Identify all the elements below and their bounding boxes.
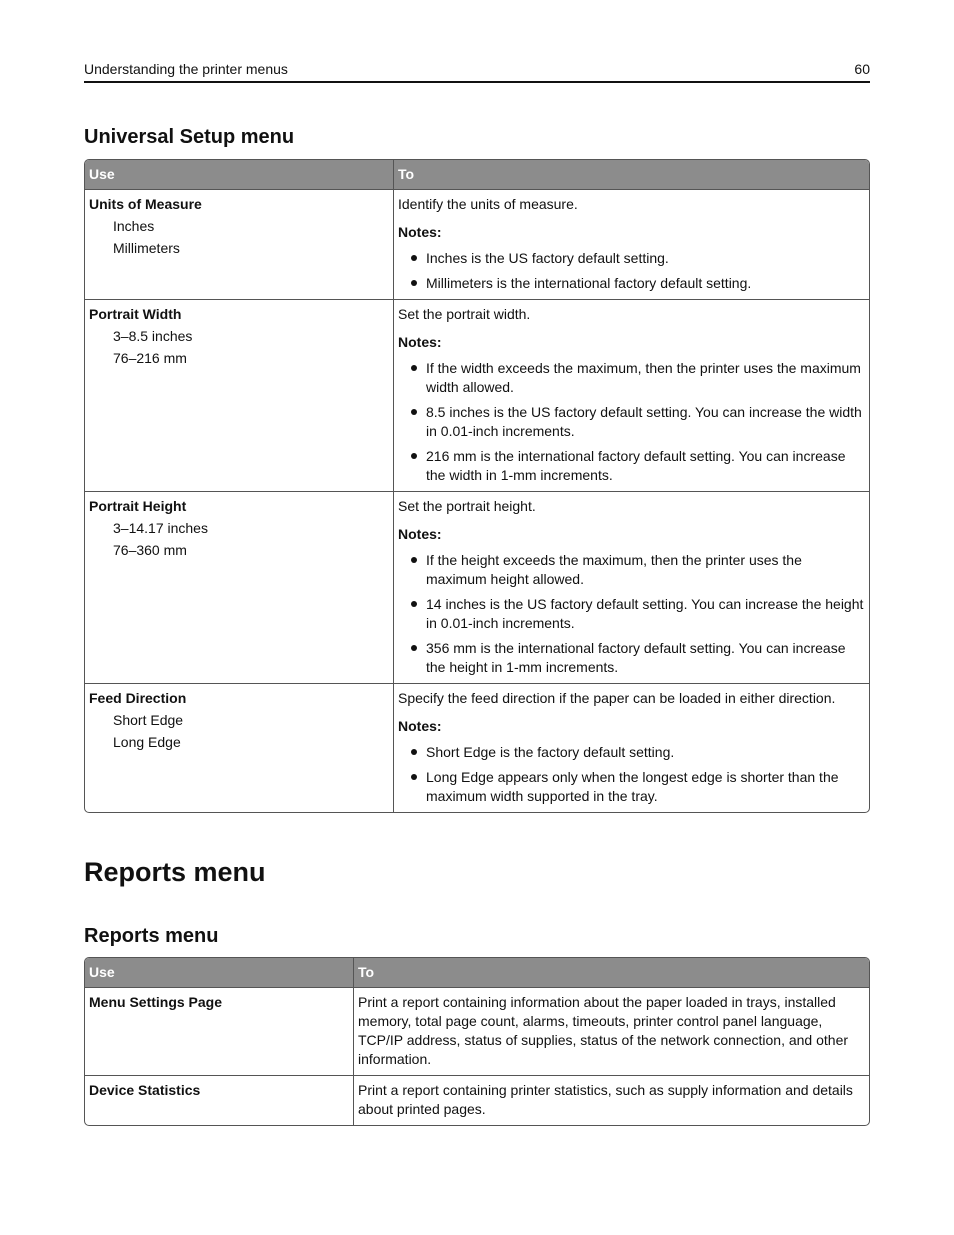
menu-option: 3–14.17 inches	[113, 520, 208, 536]
menu-option: Millimeters	[113, 240, 180, 256]
reports-section-title: Reports menu	[84, 857, 266, 887]
notes-list	[398, 551, 865, 677]
use-cell	[85, 1075, 353, 1125]
menu-item-title: Feed Direction	[89, 690, 187, 706]
column-header-use: Use	[85, 160, 393, 190]
use-cell	[85, 491, 393, 683]
table-row	[85, 1075, 869, 1125]
note-item: Millimeters is the international factory default setting.	[398, 274, 865, 293]
table-row	[85, 491, 869, 683]
menu-option: 76–216 mm	[113, 350, 187, 366]
menu-item-title: Portrait Width	[89, 306, 182, 322]
use-cell	[85, 190, 393, 299]
note-item: 356 mm is the international factory default setting. You can increase the height in 1-mm increments.	[398, 639, 865, 677]
notes-label: Notes:	[398, 224, 442, 240]
table-row	[85, 683, 869, 812]
table-row	[85, 988, 869, 1075]
note-item: Inches is the US factory default setting.	[398, 249, 865, 268]
menu-item-title: Units of Measure	[89, 196, 202, 212]
notes-list	[398, 249, 865, 293]
notes-label: Notes:	[398, 526, 442, 542]
menu-item-description: Set the portrait height.	[398, 498, 536, 514]
notes-list	[398, 359, 865, 485]
table-header-row	[85, 160, 869, 190]
menu-item-description: Specify the feed direction if the paper can be loaded in either direction.	[398, 690, 836, 706]
menu-option: Inches	[113, 218, 155, 234]
to-cell	[393, 683, 869, 812]
menu-item-description: Identify the units of measure.	[398, 196, 578, 212]
universal-setup-heading: Universal Setup menu	[84, 126, 295, 148]
menu-option: 3–8.5 inches	[113, 328, 193, 344]
to-cell	[353, 988, 869, 1075]
menu-option: Long Edge	[113, 734, 181, 750]
notes-label: Notes:	[398, 718, 442, 734]
note-item: 216 mm is the international factory default setting. You can increase the width in 1-mm increments.	[398, 447, 865, 485]
menu-item-title: Device Statistics	[89, 1082, 201, 1098]
reports-menu-heading: Reports menu	[84, 925, 219, 947]
note-item: 8.5 inches is the US factory default setting. You can increase the width in 0.01-inch increments.	[398, 403, 865, 441]
to-cell	[393, 190, 869, 299]
column-header-to: To	[393, 160, 869, 190]
note-item: If the width exceeds the maximum, then the printer uses the maximum width allowed.	[398, 359, 865, 397]
to-cell	[353, 1075, 869, 1125]
page-number: 60	[854, 61, 870, 77]
to-cell	[393, 491, 869, 683]
note-item: Short Edge is the factory default setting.	[398, 743, 865, 762]
menu-item-description: Print a report containing printer statistics, such as supply information and details about printed pages.	[358, 1082, 853, 1117]
menu-item-description: Print a report containing information about the paper loaded in trays, installed memory, total page count, alarms, timeouts, printer control panel language, TCP/IP address, status of supplies, status of the network connection, and other information.	[358, 994, 849, 1067]
to-cell	[393, 299, 869, 491]
universal-setup-table	[84, 159, 870, 813]
use-cell	[85, 683, 393, 812]
note-item: Long Edge appears only when the longest edge is shorter than the maximum width supported in the tray.	[398, 768, 865, 806]
notes-label: Notes:	[398, 334, 442, 350]
menu-item-title: Portrait Height	[89, 498, 187, 514]
page-header	[84, 59, 870, 83]
table-row	[85, 190, 869, 299]
column-header-to: To	[353, 958, 869, 988]
running-header-title: Understanding the printer menus	[84, 61, 288, 77]
menu-option: 76–360 mm	[113, 542, 187, 558]
menu-option: Short Edge	[113, 712, 184, 728]
reports-menu-table	[84, 957, 870, 1126]
menu-item-title: Menu Settings Page	[89, 994, 223, 1010]
menu-item-description: Set the portrait width.	[398, 306, 531, 322]
column-header-use: Use	[85, 958, 353, 988]
use-cell	[85, 988, 353, 1075]
note-item: If the height exceeds the maximum, then the printer uses the maximum height allowed.	[398, 551, 865, 589]
use-cell	[85, 299, 393, 491]
note-item: 14 inches is the US factory default setting. You can increase the height in 0.01-inch increments.	[398, 595, 865, 633]
table-row	[85, 299, 869, 491]
notes-list	[398, 743, 865, 806]
table-header-row	[85, 958, 869, 988]
